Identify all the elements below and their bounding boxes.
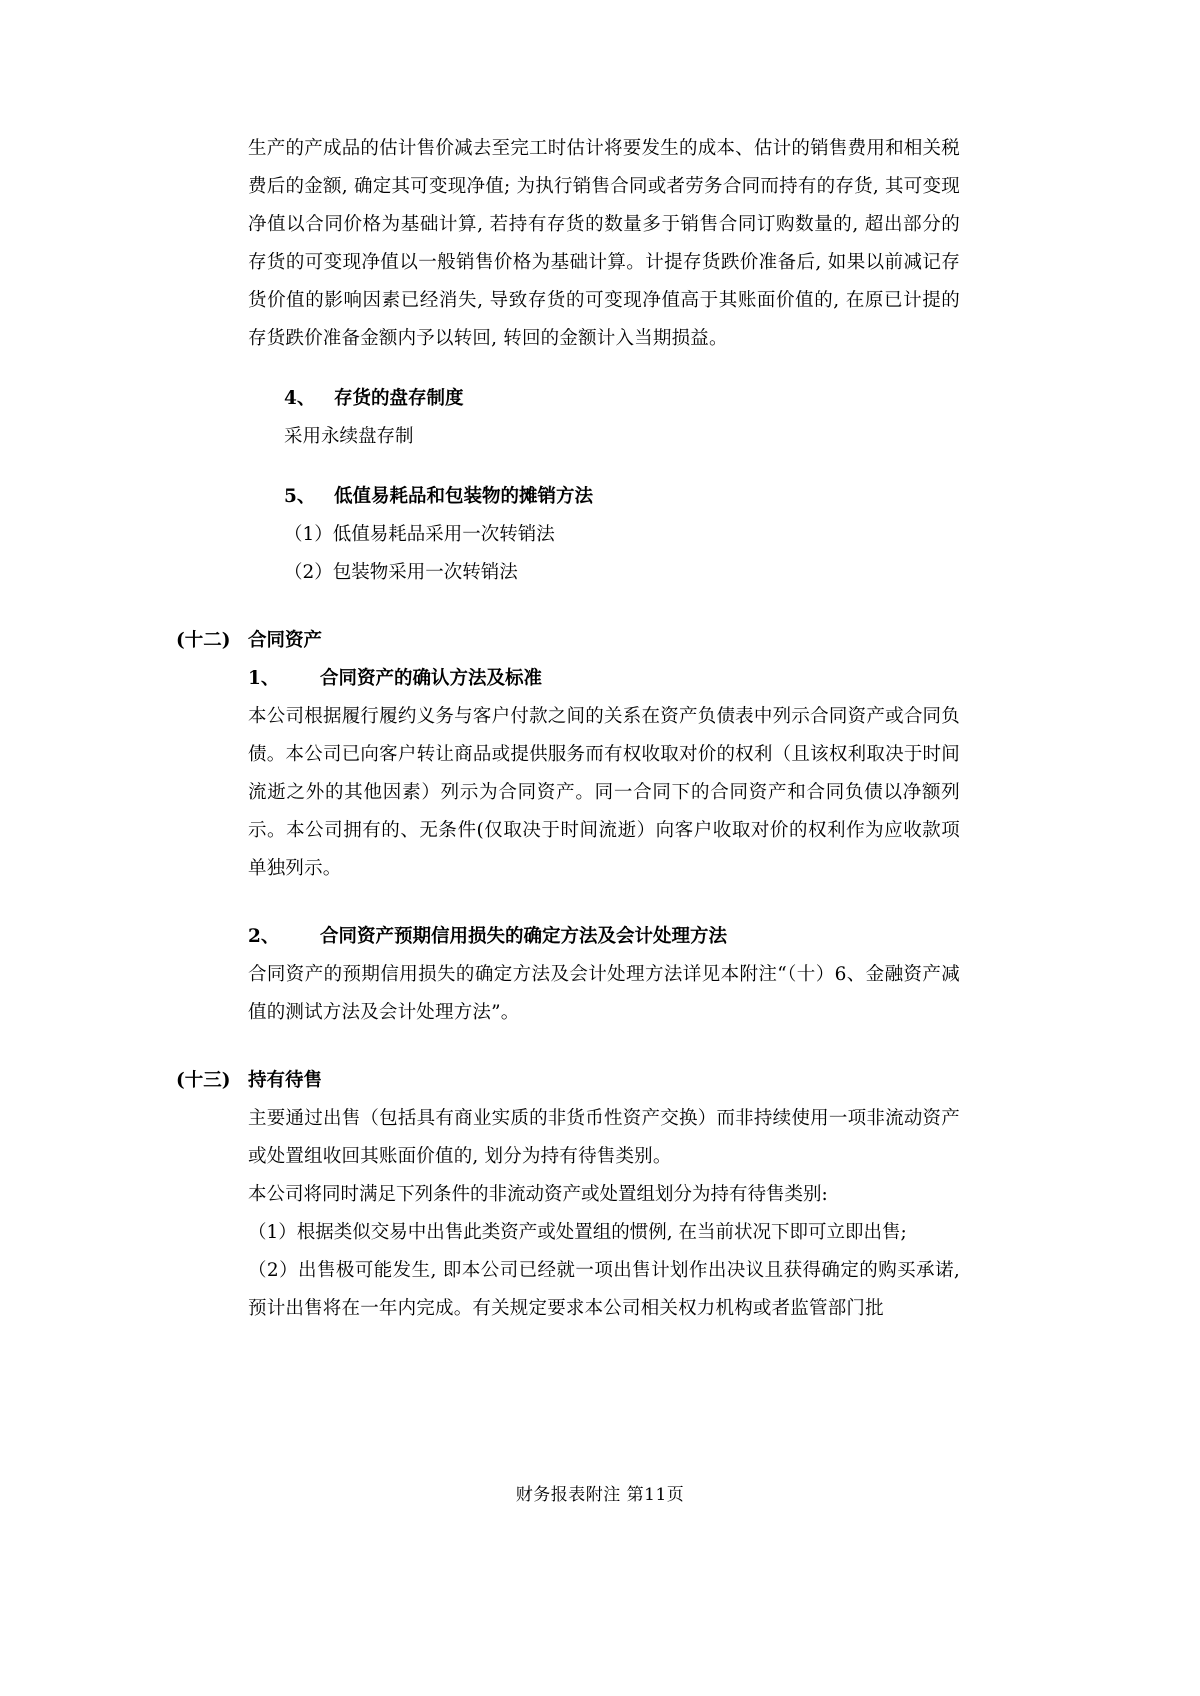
heading-section-12-sub-2-title: 合同资产预期信用损失的确定方法及会计处理方法	[320, 926, 728, 947]
section-13-paragraph-1: 主要通过出售（包括具有商业实质的非货币性资产交换）而非持续使用一项非流动资产或处置组收回其账面价值的, 划分为持有待售类别。	[248, 1108, 960, 1167]
heading-item-4	[284, 380, 960, 418]
heading-section-12	[176, 622, 960, 660]
heading-section-12-sub-2-number: 2、	[248, 926, 280, 947]
spacer	[248, 888, 960, 918]
page-footer: 财务报表附注 第11页	[515, 1485, 685, 1505]
section-13-paragraph-2: 本公司将同时满足下列条件的非流动资产或处置组划分为持有待售类别:	[248, 1184, 828, 1205]
page-content	[176, 130, 960, 1328]
heading-section-12-sub-2	[248, 918, 960, 956]
section-12-sub-1-body: 本公司根据履行履约义务与客户付款之间的关系在资产负债表中列示合同资产或合同负债。本公司已向客户转让商品或提供服务而有权收取对价的权利（且该权利取决于时间流逝之外的其他因素）列示为合同资产。同一合同下的合同资产和合同负债以净额列示。本公司拥有的、无条件(仅取决于时间流逝）向客户收取对价的权利作为应收款项单独列示。	[248, 706, 960, 879]
heading-section-13	[176, 1062, 960, 1100]
section-13-paragraph-4: （2）出售极可能发生, 即本公司已经就一项出售计划作出决议且获得确定的购买承诺, 预计出售将在一年内完成。有关规定要求本公司相关权力机构或者监管部门批	[248, 1260, 960, 1319]
heading-section-12-sub-1-title: 合同资产的确认方法及标准	[320, 668, 543, 689]
heading-section-13-number: (十三)	[176, 1070, 231, 1091]
heading-item-4-title: 存货的盘存制度	[334, 388, 464, 409]
heading-item-5	[284, 478, 960, 516]
spacer	[248, 592, 960, 622]
spacer	[248, 456, 960, 478]
heading-section-12-sub-1	[248, 660, 960, 698]
heading-section-12-number: (十二)	[176, 630, 231, 651]
heading-section-12-sub-1-number: 1、	[248, 668, 280, 689]
heading-item-5-title: 低值易耗品和包装物的摊销方法	[334, 486, 594, 507]
heading-section-12-title: 合同资产	[248, 630, 323, 651]
heading-item-5-number: 5、	[284, 486, 316, 507]
spacer	[248, 1032, 960, 1062]
spacer	[248, 358, 960, 380]
item-5-line-2: （2）包装物采用一次转销法	[284, 562, 518, 583]
item-4-body: 采用永续盘存制	[284, 426, 414, 447]
section-13-paragraph-3: （1）根据类似交易中出售此类资产或处置组的惯例, 在当前状况下即可立即出售;	[248, 1222, 907, 1243]
heading-section-13-title: 持有待售	[248, 1070, 323, 1091]
heading-item-4-number: 4、	[284, 388, 316, 409]
item-5-line-1: （1）低值易耗品采用一次转销法	[284, 524, 555, 545]
inventory-tail-paragraph: 生产的产成品的估计售价减去至完工时估计将要发生的成本、估计的销售费用和相关税费后的金额, 确定其可变现净值; 为执行销售合同或者劳务合同而持有的存货, 其可变现净值以合同价格为基础计算, 若持有存货的数量多于销售合同订购数量的, 超出部分的存货的可变现净值以一般销售价格为基础计算。计提存货跌价准备后, 如果以前减记存货价值的影响因素已经消失, 导致存货的可变现净值高于其账面价值的, 在原已计提的存货跌价准备金额内予以转回, 转回的金额计入当期损益。	[248, 138, 960, 349]
section-12-sub-2-body: 合同资产的预期信用损失的确定方法及会计处理方法详见本附注“（十）6、金融资产减值的测试方法及会计处理方法”。	[248, 964, 960, 1023]
